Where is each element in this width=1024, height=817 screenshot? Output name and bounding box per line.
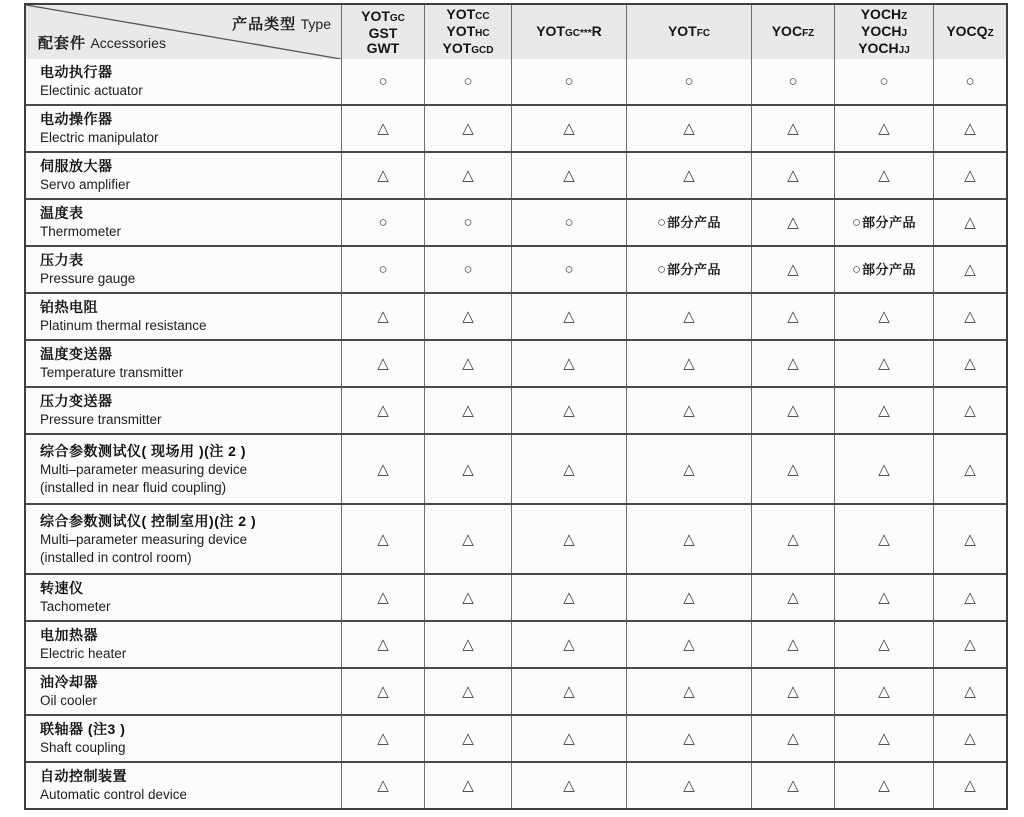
compatibility-cell: △ xyxy=(627,669,752,714)
compatibility-cell: ○ xyxy=(752,59,835,104)
compatibility-cell: △ xyxy=(752,435,835,503)
compatibility-cell: △ xyxy=(752,505,835,573)
circle-symbol: ○ xyxy=(851,261,862,278)
compatibility-cell: ○ xyxy=(835,59,934,104)
compatibility-cell: △ xyxy=(627,294,752,339)
compatibility-cell: △ xyxy=(752,669,835,714)
compatibility-cell: ○ xyxy=(425,247,512,292)
partial-products-note: 部分产品 xyxy=(862,262,917,277)
compatibility-cell: △ xyxy=(342,575,425,620)
accessory-label-cell xyxy=(26,435,342,503)
compatibility-cell: △ xyxy=(342,388,425,433)
table-row xyxy=(26,386,1006,433)
compatibility-cell: △ xyxy=(342,622,425,667)
table-row xyxy=(26,761,1006,808)
table-row xyxy=(26,198,1006,245)
accessory-name-en: Pressure transmitter xyxy=(40,412,162,427)
compatibility-cell: △ xyxy=(934,716,1006,761)
compatibility-cell: ○ xyxy=(425,200,512,245)
accessory-name-zh: 自动控制装置 xyxy=(40,768,127,784)
compatibility-cell: △ xyxy=(835,341,934,386)
accessory-name-en: Shaft coupling xyxy=(40,740,126,755)
accessory-label-cell xyxy=(26,622,342,667)
accessory-name-zh: 温度变送器 xyxy=(40,346,113,362)
compatibility-cell: △ xyxy=(835,294,934,339)
header-row xyxy=(26,5,1006,59)
column-header-4: YOTFC xyxy=(627,5,752,59)
compatibility-cell: △ xyxy=(512,669,627,714)
product-type-label-en: Type xyxy=(300,16,331,32)
accessory-name-en: Electric manipulator xyxy=(40,130,159,145)
compatibility-cell: △ xyxy=(627,435,752,503)
product-type-label-zh: 产品类型 xyxy=(232,16,297,33)
accessory-name-en: Electric heater xyxy=(40,646,127,661)
compatibility-cell: △ xyxy=(627,505,752,573)
compatibility-cell: △ xyxy=(752,388,835,433)
compatibility-cell: △ xyxy=(835,575,934,620)
compatibility-cell: △ xyxy=(512,341,627,386)
compatibility-cell: △ xyxy=(627,388,752,433)
compatibility-cell: ○ xyxy=(934,59,1006,104)
table-row xyxy=(26,667,1006,714)
compatibility-cell: △ xyxy=(835,505,934,573)
column-header-3: YOTGC***R xyxy=(512,5,627,59)
compatibility-cell: △ xyxy=(425,435,512,503)
circle-symbol: ○ xyxy=(656,261,667,278)
compatibility-cell: △ xyxy=(425,153,512,198)
compatibility-cell: △ xyxy=(835,669,934,714)
column-header-7: YOCQZ xyxy=(934,5,1006,59)
accessory-name-zh: 电动操作器 xyxy=(40,111,113,127)
compatibility-cell: △ xyxy=(512,622,627,667)
compatibility-cell: △ xyxy=(627,622,752,667)
compatibility-cell: △ xyxy=(512,505,627,573)
compatibility-cell: △ xyxy=(835,388,934,433)
table-row xyxy=(26,339,1006,386)
table-row xyxy=(26,104,1006,151)
accessory-name-en: Tachometer xyxy=(40,599,111,614)
accessory-name-en: Electinic actuator xyxy=(40,83,143,98)
column-header-5: YOCFZ xyxy=(752,5,835,59)
compatibility-cell: △ xyxy=(934,247,1006,292)
accessory-label-cell xyxy=(26,200,342,245)
compatibility-cell: △ xyxy=(835,763,934,808)
table-row xyxy=(26,151,1006,198)
partial-products-note: 部分产品 xyxy=(667,262,722,277)
accessories-label-zh: 配套件 xyxy=(38,35,87,52)
corner-header-cell xyxy=(26,5,342,59)
accessory-label-cell xyxy=(26,247,342,292)
accessory-name-zh: 油冷却器 xyxy=(40,674,98,690)
corner-product-type xyxy=(232,13,331,34)
compatibility-cell xyxy=(835,247,934,292)
compatibility-cell: △ xyxy=(425,505,512,573)
accessory-name-zh: 伺服放大器 xyxy=(40,158,113,174)
circle-symbol: ○ xyxy=(656,214,667,231)
accessory-name-en: Servo amplifier xyxy=(40,177,131,192)
compatibility-cell: △ xyxy=(425,341,512,386)
compatibility-cell: ○ xyxy=(512,59,627,104)
accessory-name-zh: 压力表 xyxy=(40,252,84,268)
accessory-label-cell xyxy=(26,716,342,761)
compatibility-cell: △ xyxy=(342,106,425,151)
compatibility-cell: △ xyxy=(934,200,1006,245)
compatibility-cell: △ xyxy=(934,505,1006,573)
compatibility-cell: △ xyxy=(752,153,835,198)
compatibility-cell: △ xyxy=(627,106,752,151)
table-row xyxy=(26,292,1006,339)
compatibility-cell xyxy=(627,247,752,292)
compatibility-cell: △ xyxy=(342,505,425,573)
compatibility-cell: △ xyxy=(425,388,512,433)
compatibility-cell: △ xyxy=(752,294,835,339)
table-row xyxy=(26,59,1006,104)
compatibility-cell: ○ xyxy=(342,59,425,104)
compatibility-cell: △ xyxy=(342,435,425,503)
compatibility-cell: △ xyxy=(512,388,627,433)
compatibility-cell: △ xyxy=(934,106,1006,151)
accessory-label-cell xyxy=(26,294,342,339)
accessory-name-zh: 电动执行器 xyxy=(40,64,113,80)
compatibility-cell: △ xyxy=(425,669,512,714)
compatibility-cell: △ xyxy=(934,388,1006,433)
compatibility-cell: △ xyxy=(934,669,1006,714)
accessory-label-cell xyxy=(26,388,342,433)
accessory-name-en: (installed in control room) xyxy=(40,549,192,565)
compatibility-cell: △ xyxy=(425,622,512,667)
accessory-name-en: (installed in near fluid coupling) xyxy=(40,479,227,495)
compatibility-cell: △ xyxy=(835,622,934,667)
column-header-2: YOTCC YOTHC YOTGCD xyxy=(425,5,512,59)
compatibility-cell: △ xyxy=(425,763,512,808)
table-row xyxy=(26,433,1006,503)
compatibility-cell: △ xyxy=(627,716,752,761)
compatibility-cell: △ xyxy=(752,341,835,386)
compatibility-cell: △ xyxy=(752,763,835,808)
compatibility-cell: △ xyxy=(425,575,512,620)
compatibility-cell: △ xyxy=(342,763,425,808)
table-row xyxy=(26,245,1006,292)
compatibility-cell: △ xyxy=(512,716,627,761)
accessory-label-cell xyxy=(26,669,342,714)
compatibility-cell: ○ xyxy=(342,200,425,245)
compatibility-cell: △ xyxy=(627,763,752,808)
accessory-name-en: Automatic control device xyxy=(40,787,188,802)
accessory-label-cell xyxy=(26,59,342,104)
accessory-name-en: Oil cooler xyxy=(40,693,98,708)
compatibility-cell: △ xyxy=(752,716,835,761)
compatibility-cell: ○ xyxy=(342,247,425,292)
compatibility-cell: △ xyxy=(752,247,835,292)
compatibility-cell: △ xyxy=(512,763,627,808)
accessory-name-zh: 联轴器 (注3 ) xyxy=(40,721,126,737)
compatibility-cell: △ xyxy=(342,153,425,198)
accessories-compatibility-table xyxy=(24,3,1008,810)
compatibility-cell: △ xyxy=(425,106,512,151)
accessory-label-cell xyxy=(26,575,342,620)
compatibility-cell: △ xyxy=(425,294,512,339)
table-row xyxy=(26,620,1006,667)
column-header-6: YOCHZ YOCHJ YOCHJJ xyxy=(835,5,934,59)
accessory-name-en: Multi–parameter measuring device xyxy=(40,531,248,547)
compatibility-cell: △ xyxy=(512,106,627,151)
compatibility-cell: △ xyxy=(425,716,512,761)
accessory-name-en: Platinum thermal resistance xyxy=(40,318,207,333)
partial-products-note: 部分产品 xyxy=(667,215,722,230)
compatibility-cell: △ xyxy=(934,622,1006,667)
compatibility-cell: △ xyxy=(342,669,425,714)
compatibility-cell: △ xyxy=(835,106,934,151)
table-row xyxy=(26,714,1006,761)
compatibility-cell: △ xyxy=(512,435,627,503)
compatibility-cell: △ xyxy=(934,763,1006,808)
compatibility-cell: △ xyxy=(342,716,425,761)
accessory-label-cell xyxy=(26,505,342,573)
compatibility-cell: △ xyxy=(512,294,627,339)
column-header-1: YOTGC GST GWT xyxy=(342,5,425,59)
circle-symbol: ○ xyxy=(851,214,862,231)
accessory-name-zh: 综合参数测试仪( 现场用 )(注 2 ) xyxy=(40,442,246,459)
compatibility-cell: △ xyxy=(627,341,752,386)
compatibility-cell: △ xyxy=(934,435,1006,503)
accessory-name-zh: 转速仪 xyxy=(40,580,84,596)
compatibility-cell: △ xyxy=(934,294,1006,339)
compatibility-cell: △ xyxy=(835,435,934,503)
partial-products-note: 部分产品 xyxy=(862,215,917,230)
compatibility-cell: △ xyxy=(835,153,934,198)
compatibility-cell: ○ xyxy=(627,59,752,104)
compatibility-cell: △ xyxy=(627,575,752,620)
table-body xyxy=(26,59,1006,808)
compatibility-cell: △ xyxy=(752,575,835,620)
compatibility-cell xyxy=(627,200,752,245)
accessory-label-cell xyxy=(26,153,342,198)
compatibility-cell: △ xyxy=(342,341,425,386)
compatibility-cell: △ xyxy=(752,622,835,667)
accessory-name-en: Multi–parameter measuring device xyxy=(40,461,248,477)
compatibility-cell: △ xyxy=(752,200,835,245)
accessory-name-zh: 电加热器 xyxy=(40,627,98,643)
accessory-name-zh: 压力变送器 xyxy=(40,393,113,409)
compatibility-cell xyxy=(835,200,934,245)
accessory-name-en: Pressure gauge xyxy=(40,271,136,286)
accessory-name-en: Thermometer xyxy=(40,224,122,239)
compatibility-cell: ○ xyxy=(425,59,512,104)
compatibility-cell: △ xyxy=(934,153,1006,198)
table-row xyxy=(26,573,1006,620)
compatibility-cell: △ xyxy=(934,341,1006,386)
accessory-name-zh: 温度表 xyxy=(40,205,84,221)
accessory-label-cell xyxy=(26,763,342,808)
compatibility-cell: △ xyxy=(512,153,627,198)
accessories-label-en: Accessories xyxy=(90,35,166,51)
compatibility-cell: △ xyxy=(342,294,425,339)
compatibility-cell: △ xyxy=(752,106,835,151)
accessory-name-zh: 综合参数测试仪( 控制室用)(注 2 ) xyxy=(40,512,257,529)
accessory-label-cell xyxy=(26,106,342,151)
compatibility-cell: △ xyxy=(627,153,752,198)
accessory-name-en: Temperature transmitter xyxy=(40,365,184,380)
compatibility-cell: ○ xyxy=(512,247,627,292)
accessory-label-cell xyxy=(26,341,342,386)
corner-accessories xyxy=(38,32,166,53)
table-row xyxy=(26,503,1006,573)
compatibility-cell: △ xyxy=(512,575,627,620)
compatibility-cell: ○ xyxy=(512,200,627,245)
compatibility-cell: △ xyxy=(835,716,934,761)
accessory-name-zh: 铂热电阻 xyxy=(40,299,98,315)
compatibility-cell: △ xyxy=(934,575,1006,620)
